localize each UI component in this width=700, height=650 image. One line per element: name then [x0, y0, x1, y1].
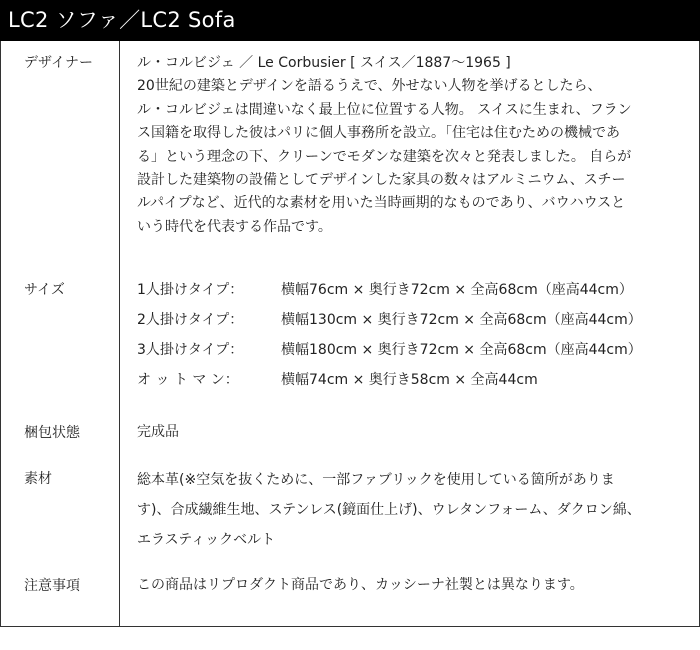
- size-type: 2人掛けタイプ：: [137, 312, 244, 328]
- designer-line: ス国籍を取得した彼はパリに個人事務所を設立。「住宅は住むための機械であ: [137, 125, 620, 142]
- designer-description: [137, 52, 673, 239]
- size-row: [137, 369, 538, 391]
- size-dimensions: 横幅76cm × 奥行き72cm × 全高68cm（座高44cm）: [281, 282, 633, 298]
- material-line: エラスティックベルト: [137, 532, 276, 548]
- notes-value: この商品はリプロダクト商品であり、カッシーナ社製とは異なります。: [137, 577, 584, 593]
- material-line: す)、合成繊維生地、ステンレス(鏡面仕上げ)、ウレタンフォーム、ダクロン綿、: [137, 502, 641, 518]
- material-label: 素材: [24, 471, 52, 487]
- notes-label: 注意事項: [24, 578, 80, 594]
- size-type: オ ッ ト マ ン：: [137, 372, 239, 388]
- size-type: 1人掛けタイプ：: [137, 282, 244, 298]
- designer-line: ル・コルビジェは間違いなく最上位に位置する人物。 スイスに生まれ、フラン: [137, 101, 632, 118]
- size-label: サイズ: [24, 282, 65, 298]
- packaging-label: 梱包状態: [24, 425, 80, 441]
- spec-table: [0, 41, 700, 627]
- size-row: [137, 309, 642, 331]
- size-dimensions: 横幅180cm × 奥行き72cm × 全高68cm（座高44cm）: [281, 342, 642, 358]
- designer-line: ルパイプなど、近代的な素材を用いた当時画期的なものであり、バウハウスと: [137, 195, 626, 212]
- material-description: [137, 465, 673, 555]
- material-line: 総本革(※空気を抜くために、一部ファブリックを使用している箇所がありま: [137, 472, 615, 488]
- size-row: [137, 279, 633, 301]
- designer-line: いう時代を代表する作品です。: [137, 218, 332, 235]
- packaging-value: 完成品: [137, 424, 179, 440]
- designer-line: る」という理念の下、クリーンでモダンな建築を次々と発表しました。 自らが: [137, 148, 632, 165]
- designer-line: 設計した建築物の設備としてデザインした家具の数々はアルミニウム、スチー: [137, 172, 626, 189]
- size-dimensions: 横幅130cm × 奥行き72cm × 全高68cm（座高44cm）: [281, 312, 642, 328]
- designer-line: 20世紀の建築とデザインを語るうえで、外せない人物を挙げるとしたら、: [137, 78, 602, 95]
- page-title: LC2 ソファ／LC2 Sofa: [0, 0, 700, 41]
- designer-label: デザイナー: [24, 55, 94, 71]
- designer-heading: ル・コルビジェ ／ Le Corbusier [ スイス／1887〜1965 ]: [137, 55, 511, 71]
- column-divider: [119, 41, 120, 626]
- size-row: [137, 339, 642, 361]
- size-dimensions: 横幅74cm × 奥行き58cm × 全高44cm: [281, 372, 538, 388]
- size-type: 3人掛けタイプ：: [137, 342, 244, 358]
